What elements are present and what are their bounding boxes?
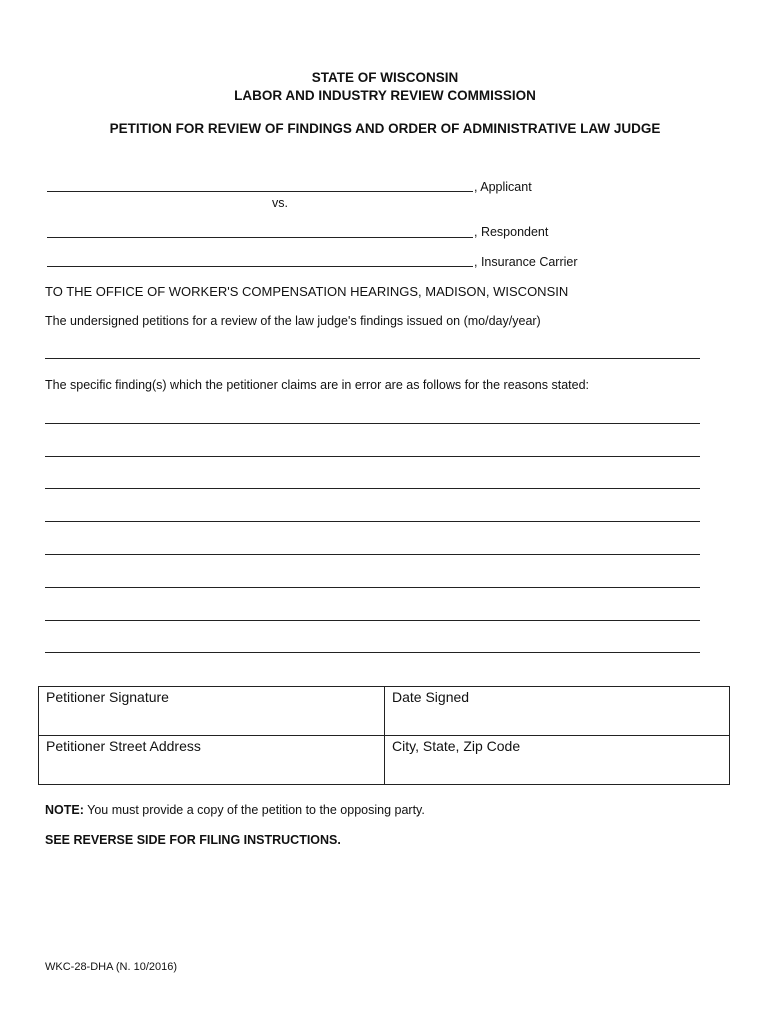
vs-label: vs.: [272, 196, 288, 210]
city-state-zip-label: City, State, Zip Code: [392, 738, 521, 754]
applicant-label: , Applicant: [474, 180, 532, 194]
header-commission: LABOR AND INDUSTRY REVIEW COMMISSION: [234, 88, 536, 103]
applicant-line[interactable]: [47, 191, 473, 192]
city-state-zip-cell[interactable]: [392, 738, 722, 782]
error-line-rule[interactable]: [45, 456, 700, 457]
error-line-rule[interactable]: [45, 652, 700, 653]
error-line-rule[interactable]: [45, 554, 700, 555]
error-line-rule[interactable]: [45, 587, 700, 588]
header-state: STATE OF WISCONSIN: [311, 70, 459, 85]
signature-table: [38, 686, 730, 785]
form-id: WKC-28-DHA (N. 10/2016): [45, 961, 178, 973]
insurance-carrier-label: , Insurance Carrier: [474, 255, 578, 269]
error-line-rule[interactable]: [45, 521, 700, 522]
page-title: PETITION FOR REVIEW OF FINDINGS AND ORDER OF ADMINISTRATIVE LAW JUDGE: [109, 121, 661, 136]
petitioner-signature-cell[interactable]: [46, 689, 376, 733]
reverse-side-instructions: SEE REVERSE SIDE FOR FILING INSTRUCTIONS.: [45, 833, 341, 847]
note-bold: NOTE:: [45, 803, 84, 817]
to-office-text: TO THE OFFICE OF WORKER'S COMPENSATION HEARINGS, MADISON, WISCONSIN: [45, 284, 569, 299]
findings-date-line[interactable]: [45, 358, 700, 359]
petitioner-address-label: Petitioner Street Address: [46, 738, 201, 754]
note-text: [45, 803, 425, 817]
respondent-line[interactable]: [47, 237, 473, 238]
signature-table-horizontal-divider: [39, 735, 729, 736]
insurance-carrier-line[interactable]: [47, 266, 473, 267]
petitioner-signature-label: Petitioner Signature: [46, 689, 169, 705]
errors-prompt: The specific finding(s) which the petitioner claims are in error are as follows for the reasons stated:: [45, 378, 589, 392]
findings-date-prompt: The undersigned petitions for a review of the law judge's findings issued on (mo/day/year): [45, 314, 541, 328]
note-body: You must provide a copy of the petition to the opposing party.: [83, 803, 425, 817]
petitioner-address-cell[interactable]: [46, 738, 376, 782]
date-signed-cell[interactable]: [392, 689, 722, 733]
date-signed-label: Date Signed: [392, 689, 470, 705]
respondent-label: , Respondent: [474, 225, 549, 239]
error-line-rule[interactable]: [45, 423, 700, 424]
error-line-rule[interactable]: [45, 488, 700, 489]
error-line-rule[interactable]: [45, 620, 700, 621]
